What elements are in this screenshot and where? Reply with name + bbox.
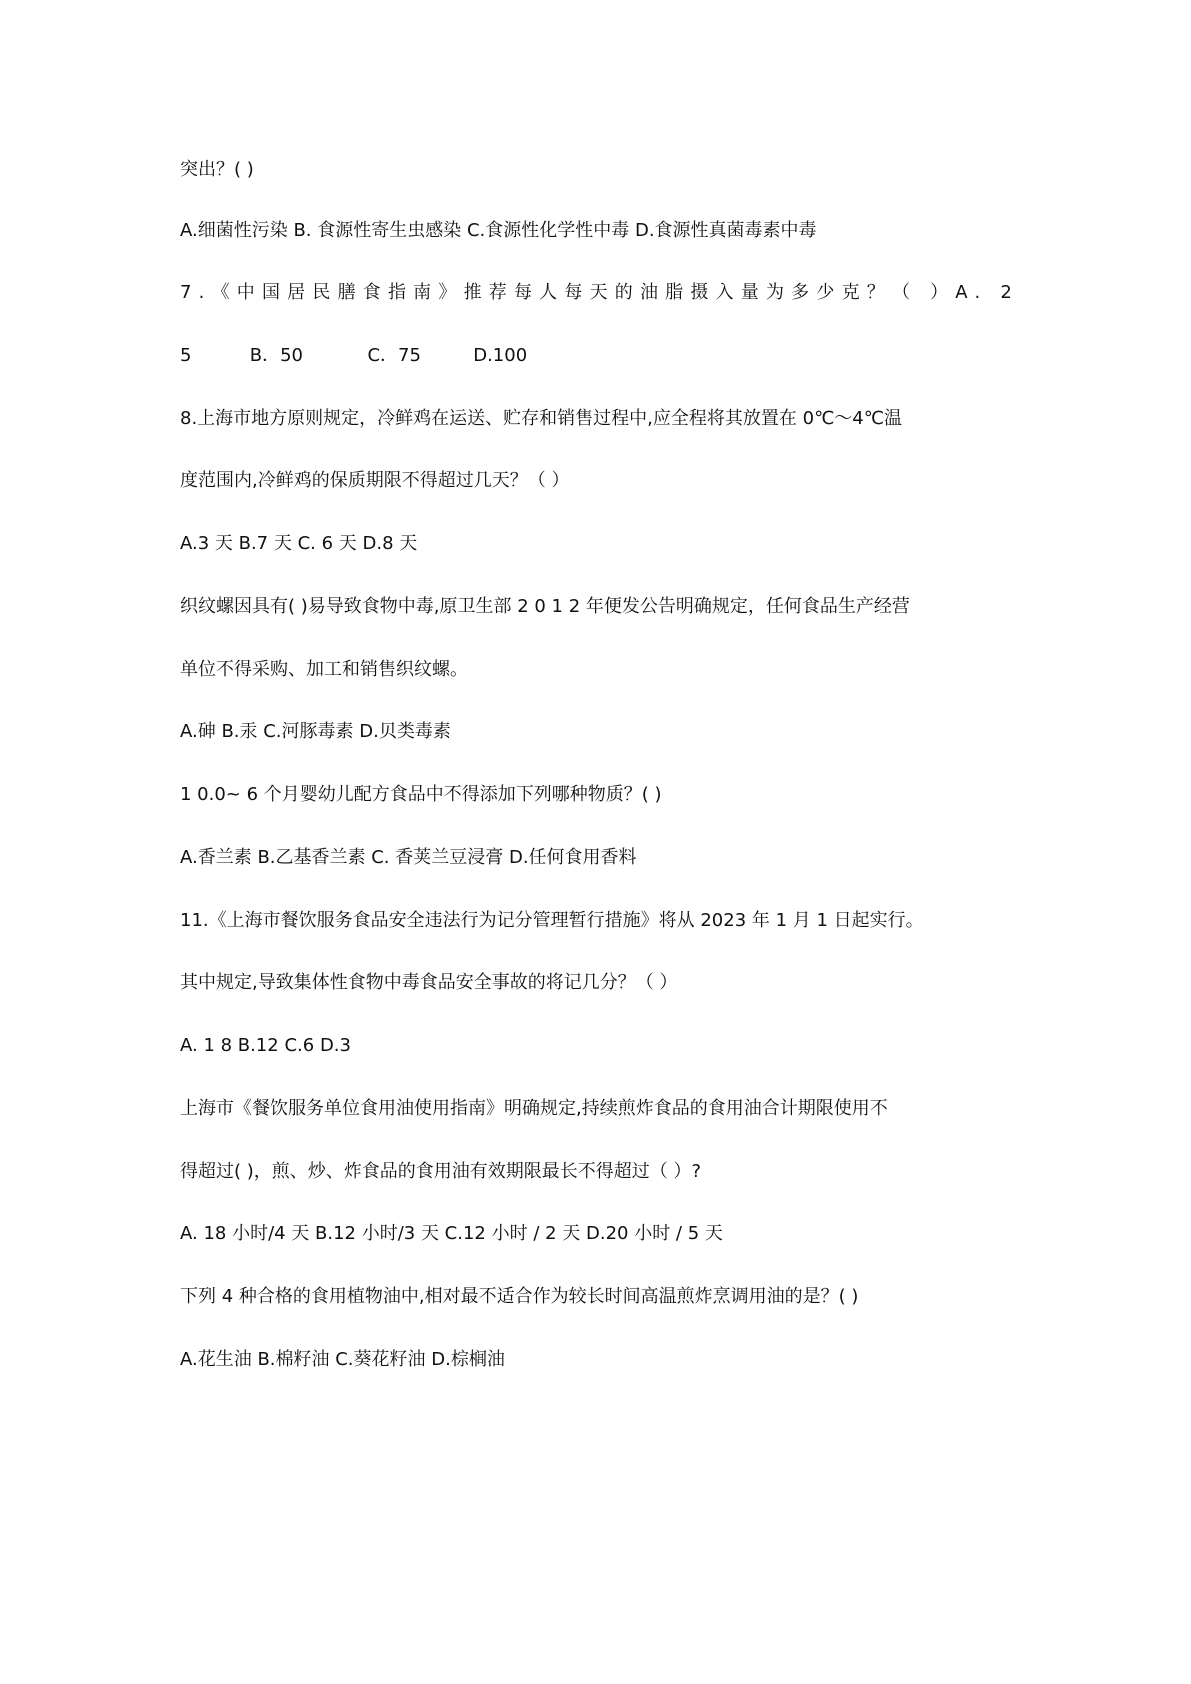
q7-option-b: B．50: [249, 345, 303, 366]
q9-stem-line2: 单位不得采购、加工和销售织纹螺。: [180, 659, 468, 680]
q13-stem: 下列 4 种合格的食用植物油中,相对最不适合作为较长时间高温煎炸烹调用油的是？( ): [180, 1286, 859, 1307]
q9-stem-line1: 织纹螺因具有( )易导致食物中毒,原卫生部 2 0 1 2 年便发公告明确规定，任何食品生产经营: [180, 596, 910, 617]
q7-option-a-continuation: 5: [180, 345, 192, 366]
q7-option-d: D.100: [473, 345, 528, 366]
q8-stem-line2: 度范围内,冷鲜鸡的保质期限不得超过几天？（ ）: [180, 470, 570, 491]
q12-stem-line2: 得超过( )，煎、炒、炸食品的食用油有效期限最长不得超过（ ）?: [180, 1161, 702, 1182]
q10-options: A.香兰素 B.乙基香兰素 C. 香荚兰豆浸膏 D.任何食用香料: [180, 847, 637, 868]
q13-options: A.花生油 B.棉籽油 C.葵花籽油 D.棕榈油: [180, 1349, 505, 1370]
q6-options: A.细菌性污染 B. 食源性寄生虫感染 C.食源性化学性中毒 D.食源性真菌毒素中毒: [180, 220, 817, 241]
q11-stem-line2: 其中规定,导致集体性食物中毒食品安全事故的将记几分？（ ）: [180, 972, 678, 993]
q8-options: A.3 天 B.7 天 C. 6 天 D.8 天: [180, 533, 418, 554]
q12-stem-line1: 上海市《餐饮服务单位食用油使用指南》明确规定,持续煎炸食品的食用油合计期限使用不: [180, 1098, 888, 1119]
q7-options: [180, 343, 1020, 369]
q11-options: A. 1 8 B.12 C.6 D.3: [180, 1035, 351, 1056]
q7-option-c: C．75: [367, 345, 421, 366]
q6-stem-continuation: 突出？( ): [180, 159, 254, 180]
q10-stem: 1 0.0~ 6 个月婴幼儿配方食品中不得添加下列哪种物质？( ): [180, 784, 662, 805]
q9-options: A.砷 B.汞 C.河豚毒素 D.贝类毒素: [180, 721, 451, 742]
q7-stem: 7.《中国居民膳食指南》推荐每人每天的油脂摄入量为多少克？（ ）A. 2: [180, 282, 1019, 303]
q11-stem-line1: 11.《上海市餐饮服务食品安全违法行为记分管理暂行措施》将从 2023 年 1 月 1 日起实行。: [180, 910, 924, 931]
q8-stem-line1: 8.上海市地方原则规定，冷鲜鸡在运送、贮存和销售过程中,应全程将其放置在 0℃～4℃温: [180, 408, 902, 429]
q12-options: A. 18 小时/4 天 B.12 小时/3 天 C.12 小时 / 2 天 D.20 小时 / 5 天: [180, 1223, 723, 1244]
